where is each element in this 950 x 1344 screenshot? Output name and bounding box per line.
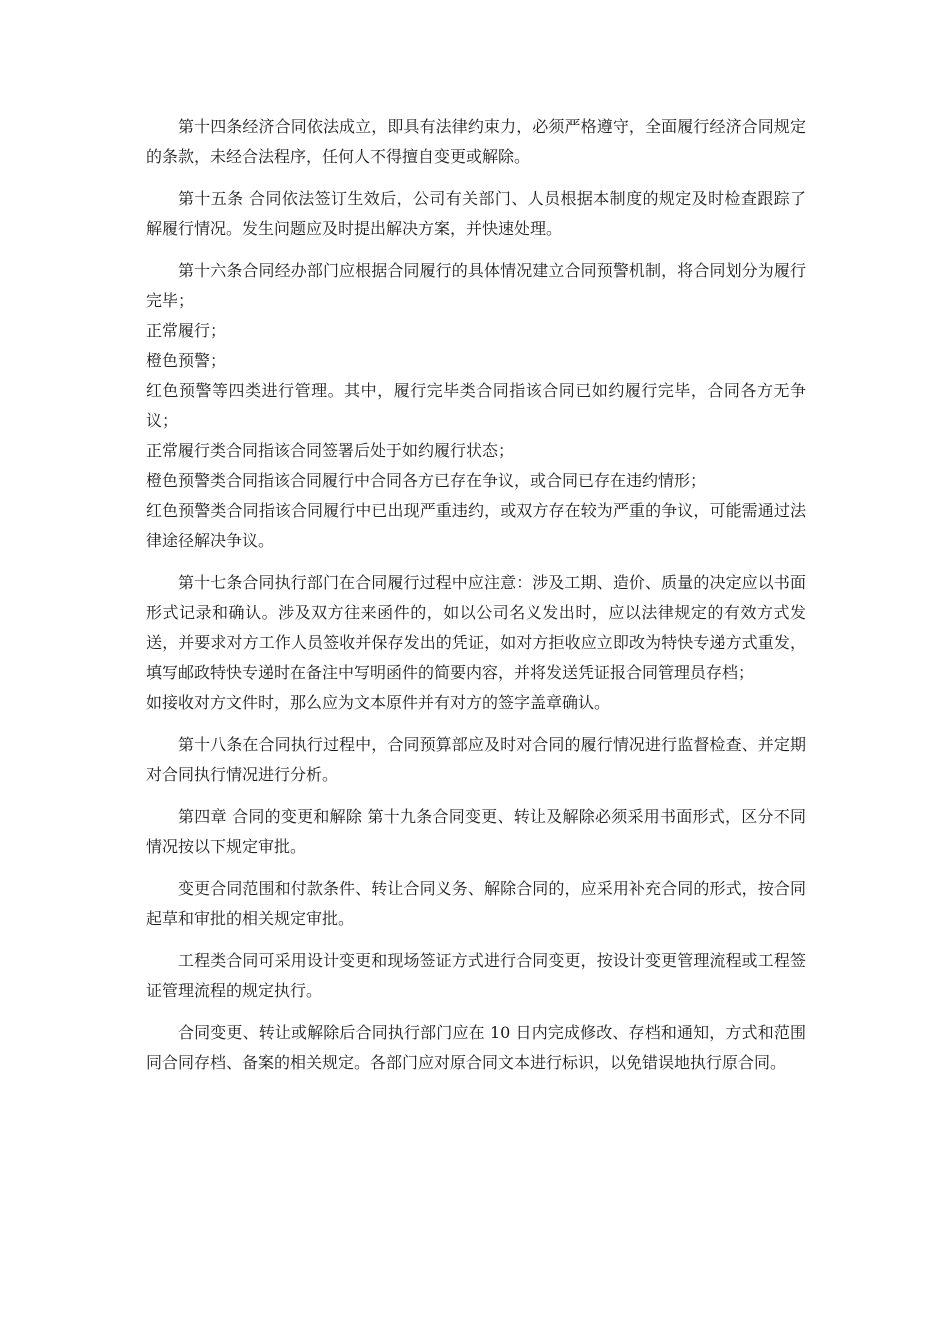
article-16-line: 橙色预警； — [146, 351, 227, 370]
article-16-line: 正常履行类合同指该合同签署后处于如约履行状态； — [146, 441, 515, 460]
chapter-4-article-19: 第四章 合同的变更和解除 第十九条合同变更、转让及解除必须采用书面形式，区分不同情况按以下规定审批。 — [146, 807, 806, 856]
paragraph-change-archive: 合同变更、转让或解除后合同执行部门应在 10 日内完成修改、存档和通知，方式和范围同合同存档、备案的相关规定。各部门应对原合同文本进行标识，以免错误地执行原合同。 — [146, 1023, 806, 1072]
article-16-line: 正常履行； — [146, 321, 227, 340]
article-14: 第十四条经济合同依法成立，即具有法律约束力，必须严格遵守，全面履行经济合同规定的条款，未经合法程序，任何人不得擅自变更或解除。 — [146, 117, 806, 166]
article-16-line: 红色预警等四类进行管理。其中，履行完毕类合同指该合同已如约履行完毕，合同各方无争议； — [146, 381, 806, 430]
article-16-line: 红色预警类合同指该合同履行中已出现严重违约，或双方存在较为严重的争议，可能需通过法律途径解决争议。 — [146, 501, 806, 550]
article-18: 第十八条在合同执行过程中，合同预算部应及时对合同的履行情况进行监督检查、并定期对合同执行情况进行分析。 — [146, 735, 806, 784]
article-17-intro: 第十七条合同执行部门在合同履行过程中应注意：涉及工期、造价、质量的决定应以书面形式记录和确认。涉及双方往来函件的，如以公司名义发出时，应以法律规定的有效方式发送，并要求对方工作人员签收并保存发出的凭证，如对方拒收应立即改为特快专递方式重发，填写邮政特快专递时在备注中写明函件的简要内容，并将发送凭证报合同管理员存档； — [146, 573, 806, 682]
article-15: 第十五条 合同依法签订生效后，公司有关部门、人员根据本制度的规定及时检查跟踪了解履行情况。发生问题应及时提出解决方案，并快速处理。 — [146, 189, 806, 238]
article-17 — [146, 568, 806, 718]
article-16-intro: 第十六条合同经办部门应根据合同履行的具体情况建立合同预警机制，将合同划分为履行完毕； — [146, 261, 806, 310]
paragraph-engineering-contract: 工程类合同可采用设计变更和现场签证方式进行合同变更，按设计变更管理流程或工程签证管理流程的规定执行。 — [146, 951, 806, 1000]
document-page — [146, 112, 806, 1090]
article-16 — [146, 256, 806, 556]
article-16-line: 橙色预警类合同指该合同履行中合同各方已存在争议，或合同已存在违约情形； — [146, 471, 707, 490]
article-17-line: 如接收对方文件时，那么应为文本原件并有对方的签字盖章确认。 — [146, 693, 611, 712]
paragraph-contract-change: 变更合同范围和付款条件、转让合同义务、解除合同的，应采用补充合同的形式，按合同起草和审批的相关规定审批。 — [146, 879, 806, 928]
